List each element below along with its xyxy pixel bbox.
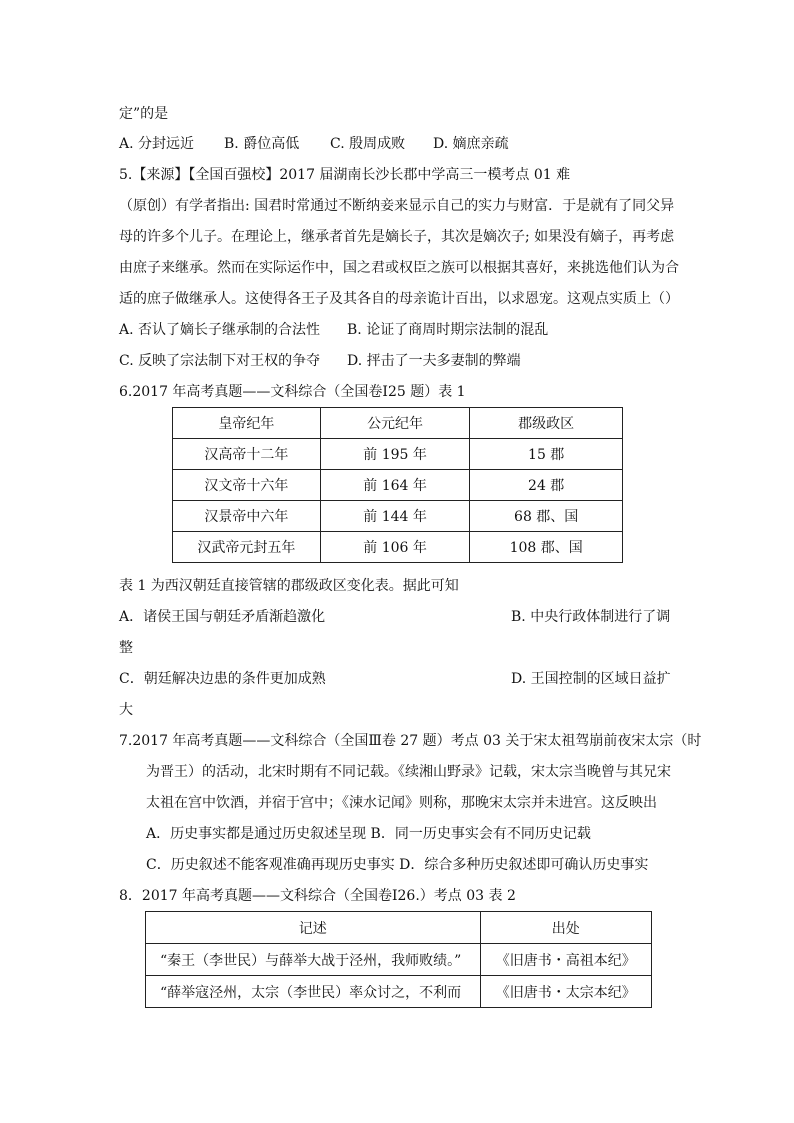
table-row (173, 532, 623, 563)
q5-line-2: 母的许多个儿子。在理论上，继承者首先是嫡长子，其次是嫡次子; 如果没有嫡子，再考虑 (119, 229, 675, 245)
table-cell: 汉武帝元封五年 (173, 532, 321, 563)
table-cell: “秦王（李世民）与薛举大战于泾州，我师败绩。” (146, 944, 481, 976)
table-cell: 前 164 年 (320, 470, 470, 501)
q7-line-2: 太祖在宫中饮酒，并宿于宫中；《涑水记闻》则称，那晚宋太宗并未进宫。这反映出 (146, 795, 657, 811)
table-cell: 108 郡、国 (470, 532, 623, 563)
table-header-cell: 皇帝纪年 (173, 408, 321, 439)
table-cell: 24 郡 (470, 470, 623, 501)
q7-header: 7.2017 年高考真题——文科综合（全国Ⅲ卷 27 题）考点 03 关于宋太祖驾崩前夜宋太宗（时 (119, 733, 702, 749)
q6-option-c: C．朝廷解决边患的条件更加成熟 (119, 671, 326, 687)
q4-option-d: D. 嫡庶亲疏 (433, 136, 509, 152)
q5-option-a: A. 否认了嫡长子继承制的合法性 (119, 322, 321, 338)
q8-table (145, 911, 652, 1008)
q4-option-b: B. 爵位高低 (224, 136, 300, 152)
q5-line-4: 适的庶子做继承人。这使得各王子及其各自的母亲诡计百出，以求恩宠。这观点实质上（） (119, 291, 679, 307)
table-header-cell: 记述 (146, 912, 481, 944)
table-header-cell: 公元纪年 (320, 408, 470, 439)
table-row (173, 439, 623, 470)
q5-line-3: 由庶子来继承。然而在实际运作中，国之君或权臣之族可以根据其喜好，来挑选他们认为合 (119, 260, 679, 276)
table-cell: 68 郡、国 (470, 501, 623, 532)
q4-tail: 定”的是 (119, 106, 169, 122)
q6-option-a: A．诸侯王国与朝廷矛盾渐趋激化 (119, 609, 326, 625)
table-cell: 汉高帝十二年 (173, 439, 321, 470)
table-row (146, 976, 652, 1008)
q4-option-a: A. 分封远近 (119, 136, 195, 152)
table-cell: 汉文帝十六年 (173, 470, 321, 501)
q7-option-cd: C．历史叙述不能客观准确再现历史事实 D．综合多种历史叙述即可确认历史事实 (146, 857, 649, 873)
table-row (173, 470, 623, 501)
q6-header: 6.2017 年高考真题——文科综合（全国卷Ⅰ25 题）表 1 (119, 384, 466, 400)
table-cell: 前 106 年 (320, 532, 470, 563)
q6-option-d: D. 王国控制的区域日益扩 (511, 671, 671, 687)
q5-option-c: C. 反映了宗法制下对王权的争夺 (119, 353, 321, 369)
q5-line-1: （原创）有学者指出: 国君时常通过不断纳妾来显示自己的实力与财富．于是就有了同父异 (119, 198, 675, 214)
q6-option-d-wrap: 大 (119, 702, 133, 718)
q5-option-d: D. 抨击了一夫多妻制的弊端 (347, 353, 521, 369)
table-row (146, 944, 652, 976)
q8-header: 8．2017 年高考真题——文科综合（全国卷Ⅰ26.）考点 03 表 2 (119, 888, 516, 904)
table-cell: 汉景帝中六年 (173, 501, 321, 532)
table-header-row (146, 912, 652, 944)
table-cell: 前 195 年 (320, 439, 470, 470)
table-header-cell: 出处 (480, 912, 651, 944)
table-header-cell: 郡级政区 (470, 408, 623, 439)
q5-option-b: B. 论证了商周时期宗法制的混乱 (347, 322, 549, 338)
table-row (173, 501, 623, 532)
table-cell: “薛举寇泾州，太宗（李世民）率众讨之，不利而 (146, 976, 481, 1008)
q6-option-b-wrap: 整 (119, 640, 133, 656)
table-header-row (173, 408, 623, 439)
q6-option-b: B. 中央行政体制进行了调 (511, 609, 671, 625)
table-cell: 前 144 年 (320, 501, 470, 532)
table-cell: 《旧唐书・太宗本纪》 (480, 976, 651, 1008)
q6-table (172, 407, 623, 563)
q5-header: 5.【来源】【全国百强校】2017 届湖南长沙长郡中学高三一模考点 01 难 (119, 167, 571, 183)
q4-options (119, 134, 509, 154)
table-cell: 《旧唐书・高祖本纪》 (480, 944, 651, 976)
q6-caption: 表 1 为西汉朝廷直接管辖的郡级政区变化表。据此可知 (119, 578, 459, 594)
q7-option-ab: A．历史事实都是通过历史叙述呈现 B．同一历史事实会有不同历史记载 (146, 826, 591, 842)
q4-option-c: C. 殷周成败 (330, 136, 406, 152)
q7-line-1: 为晋王）的活动，北宋时期有不同记载。《续湘山野录》记载，宋太宗当晚曾与其兄宋 (146, 764, 671, 780)
table-cell: 15 郡 (470, 439, 623, 470)
